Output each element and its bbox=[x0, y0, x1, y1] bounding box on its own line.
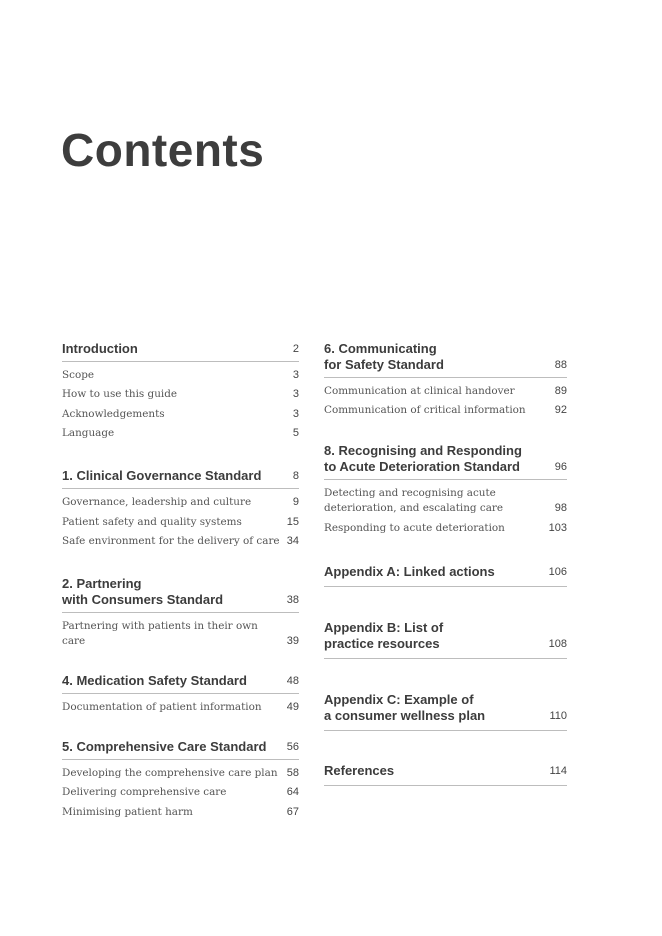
item-label: Documentation of patient information bbox=[62, 700, 262, 713]
section-title: Introduction bbox=[62, 341, 138, 356]
toc-section-comprehensive-care bbox=[62, 739, 299, 820]
toc-item[interactable] bbox=[62, 368, 299, 383]
item-label: Safe environment for the delivery of care bbox=[62, 534, 280, 547]
toc-left-column bbox=[62, 341, 299, 824]
toc-item[interactable] bbox=[62, 700, 299, 715]
item-page: 34 bbox=[286, 534, 299, 547]
item-label: Delivering comprehensive care bbox=[62, 786, 227, 799]
toc-section-introduction bbox=[62, 341, 299, 441]
section-page: 8 bbox=[292, 470, 299, 483]
toc-item[interactable] bbox=[62, 515, 299, 530]
section-page: 108 bbox=[548, 637, 567, 650]
section-title: Appendix A: Linked actions bbox=[324, 563, 495, 579]
toc-section-heading[interactable] bbox=[324, 564, 567, 587]
toc-item[interactable] bbox=[62, 387, 299, 402]
item-page: 5 bbox=[292, 427, 299, 440]
toc-section-heading[interactable] bbox=[324, 763, 567, 786]
item-page: 9 bbox=[292, 496, 299, 509]
item-page: 64 bbox=[286, 786, 299, 799]
section-page: 114 bbox=[549, 764, 567, 777]
toc-item[interactable] bbox=[324, 521, 567, 536]
item-label: Communication at clinical handover bbox=[324, 385, 515, 397]
toc-item[interactable] bbox=[62, 805, 299, 820]
toc-section-heading[interactable] bbox=[62, 673, 299, 694]
section-page: 88 bbox=[554, 359, 567, 371]
toc-section-heading[interactable] bbox=[62, 739, 299, 760]
section-title: 8. Recognising and Responding to Acute Deterioration Standard bbox=[324, 443, 522, 475]
section-page: 106 bbox=[548, 565, 567, 578]
toc-section-heading[interactable] bbox=[62, 468, 299, 489]
toc-section-heading[interactable] bbox=[324, 620, 567, 659]
section-title: 1. Clinical Governance Standard bbox=[62, 468, 262, 484]
item-label: How to use this guide bbox=[62, 388, 178, 401]
section-page: 56 bbox=[286, 740, 299, 753]
toc-item[interactable] bbox=[62, 534, 299, 549]
item-label: Language bbox=[62, 427, 115, 440]
item-label: Responding to acute deterioration bbox=[324, 521, 505, 534]
item-label: Detecting and recognising acute deterioration, and escalating care bbox=[324, 487, 504, 515]
toc-section-clinical-governance bbox=[62, 468, 299, 549]
item-page: 103 bbox=[548, 521, 567, 534]
section-title: Appendix B: List of practice resources bbox=[324, 619, 444, 651]
section-title: 6. Communicating for Safety Standard bbox=[324, 341, 444, 372]
item-page: 3 bbox=[292, 407, 299, 420]
toc-item[interactable] bbox=[324, 486, 567, 516]
item-page: 92 bbox=[554, 404, 567, 417]
toc-section-heading[interactable] bbox=[62, 341, 299, 362]
toc-item[interactable] bbox=[324, 403, 567, 418]
toc-section-heading[interactable] bbox=[62, 576, 299, 613]
section-page: 38 bbox=[286, 593, 299, 606]
item-label: Partnering with patients in their own care bbox=[62, 619, 258, 647]
toc-section-acute-deterioration bbox=[324, 443, 567, 535]
item-label: Minimising patient harm bbox=[62, 805, 193, 818]
toc-section-heading[interactable] bbox=[324, 443, 567, 480]
item-page: 49 bbox=[286, 700, 299, 713]
section-page: 96 bbox=[554, 461, 567, 474]
toc-section-appendix-a bbox=[324, 564, 567, 587]
toc-section-appendix-b bbox=[324, 620, 567, 659]
item-label: Patient safety and quality systems bbox=[62, 515, 242, 528]
item-label: Governance, leadership and culture bbox=[62, 496, 252, 509]
item-page: 39 bbox=[286, 634, 299, 647]
item-label: Communication of critical information bbox=[324, 404, 526, 417]
toc-section-references bbox=[324, 763, 567, 786]
toc-section-medication-safety bbox=[62, 673, 299, 715]
toc-right-column bbox=[324, 341, 567, 786]
toc-section-appendix-c bbox=[324, 692, 567, 731]
item-page: 58 bbox=[286, 766, 299, 779]
section-page: 2 bbox=[292, 343, 299, 355]
section-page: 110 bbox=[549, 709, 567, 722]
item-page: 89 bbox=[554, 385, 567, 397]
section-title: 4. Medication Safety Standard bbox=[62, 672, 247, 688]
section-title: 2. Partnering with Consumers Standard bbox=[62, 575, 224, 607]
toc-item[interactable] bbox=[62, 766, 299, 781]
item-page: 98 bbox=[554, 502, 567, 515]
item-label: Acknowledgements bbox=[62, 407, 165, 420]
item-label: Developing the comprehensive care plan bbox=[62, 766, 278, 779]
toc-section-communicating-safety bbox=[324, 341, 567, 418]
toc-item[interactable] bbox=[62, 785, 299, 800]
item-page: 15 bbox=[286, 515, 299, 528]
toc-section-partnering-consumers bbox=[62, 576, 299, 649]
toc-item[interactable] bbox=[62, 619, 299, 649]
section-page: 48 bbox=[286, 674, 299, 687]
item-page: 3 bbox=[292, 388, 299, 401]
section-title: References bbox=[324, 762, 395, 778]
section-title: 5. Comprehensive Care Standard bbox=[62, 738, 267, 754]
toc-section-heading[interactable] bbox=[324, 341, 567, 378]
toc-item[interactable] bbox=[62, 495, 299, 510]
page-title: Contents bbox=[61, 124, 265, 176]
toc-item[interactable] bbox=[62, 426, 299, 441]
item-page: 67 bbox=[286, 805, 299, 818]
item-label: Scope bbox=[62, 369, 94, 381]
toc-item[interactable] bbox=[62, 407, 299, 422]
section-title: Appendix C: Example of a consumer wellness plan bbox=[324, 691, 486, 723]
toc-section-heading[interactable] bbox=[324, 692, 567, 731]
item-page: 3 bbox=[292, 369, 299, 381]
toc-item[interactable] bbox=[324, 384, 567, 399]
